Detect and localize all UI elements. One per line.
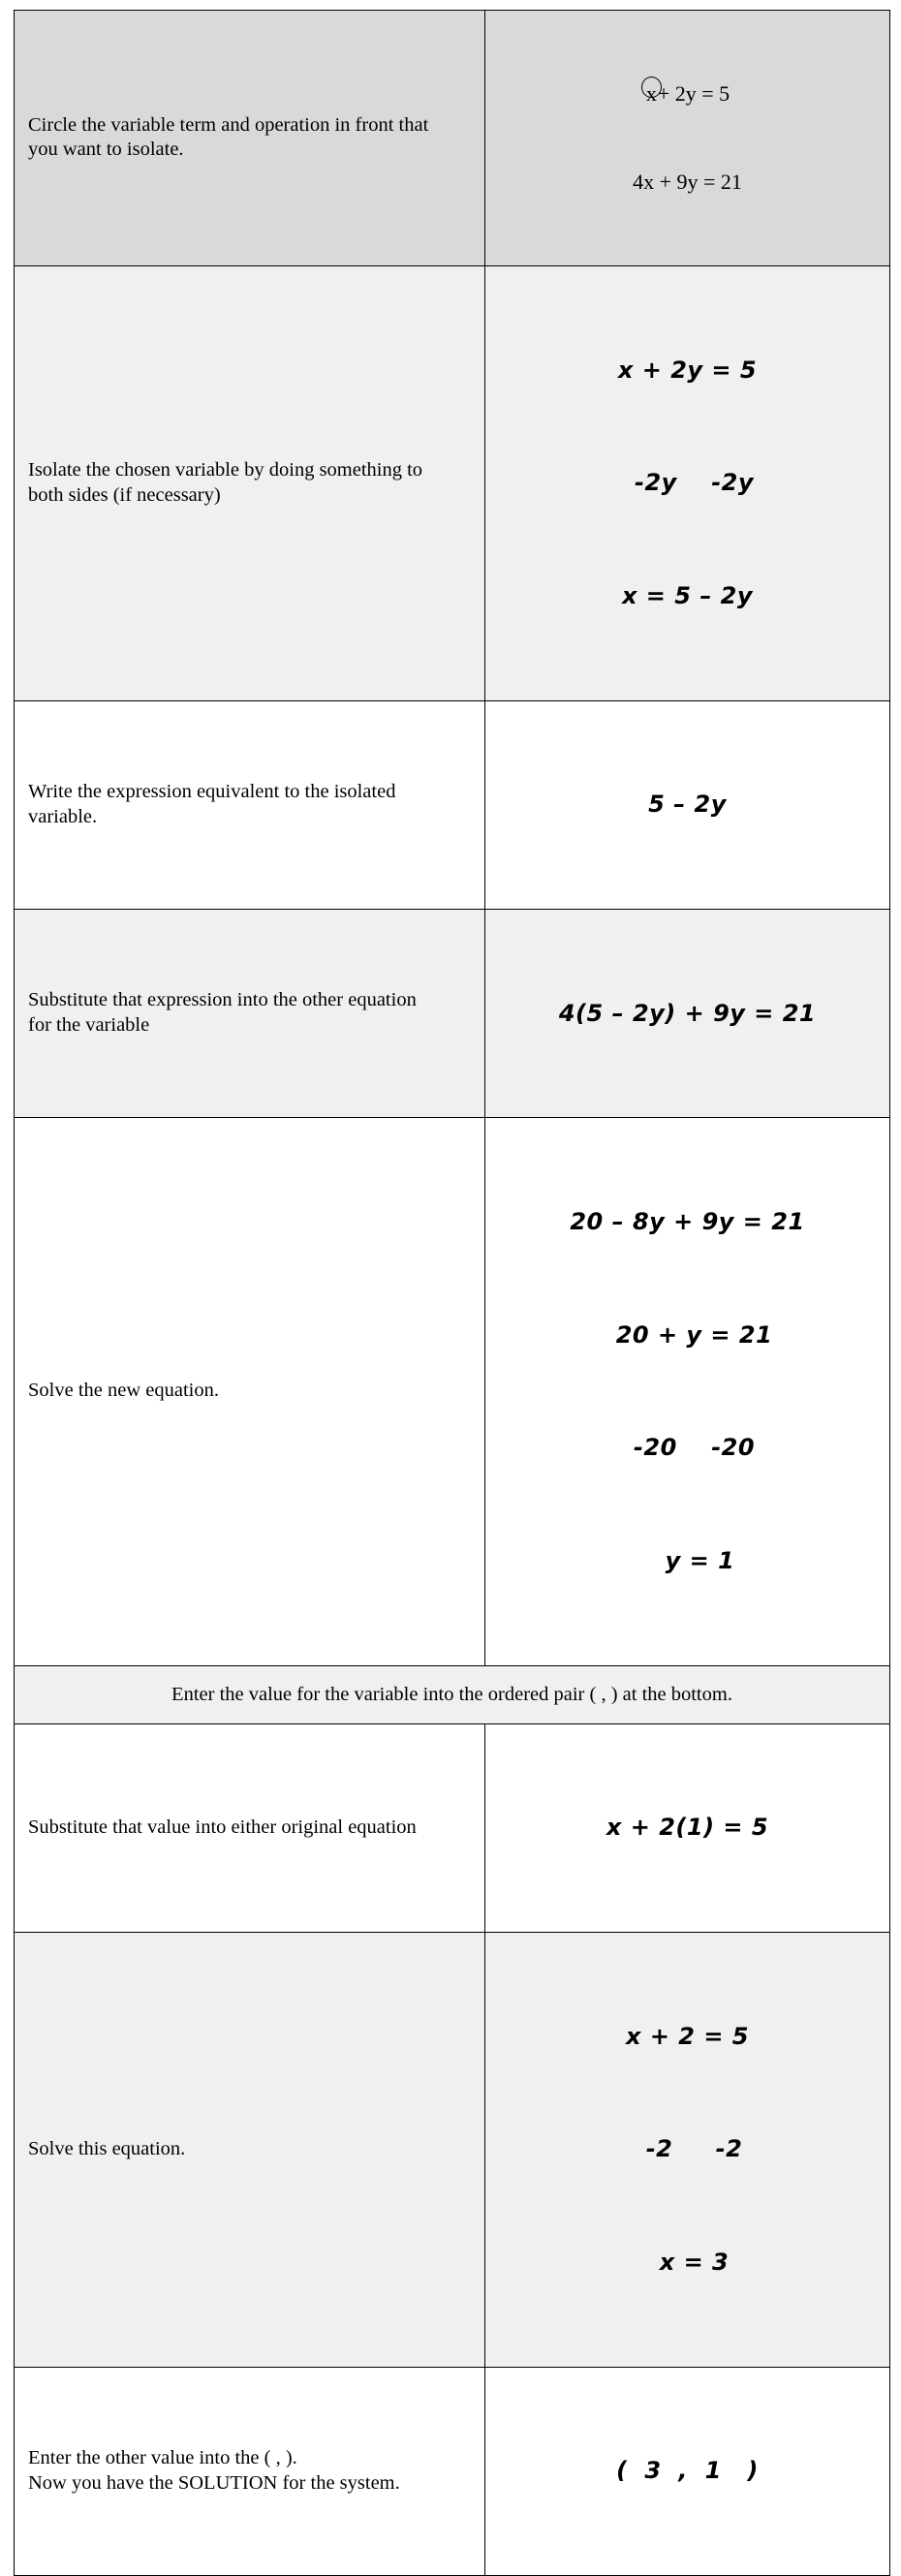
work-line: ( 3 , 1 ) xyxy=(616,2457,759,2485)
banner-text: Enter the value for the variable into the ordered pair ( , ) at the bottom. xyxy=(15,1666,889,1723)
prompt-text xyxy=(15,1371,484,1412)
prompt-line: variable. xyxy=(28,805,98,827)
prompt-text xyxy=(15,450,484,516)
table-row xyxy=(15,2367,890,2575)
row-work-solve-this-equation xyxy=(485,1932,890,2367)
work-handwritten xyxy=(485,2368,889,2575)
work-handwritten xyxy=(485,1724,889,1932)
work-line-remainder: + 2y = 5 xyxy=(657,80,730,106)
prompt-line: Solve the new equation. xyxy=(28,1380,219,1402)
circled-variable-x: x xyxy=(645,79,658,109)
table-row xyxy=(15,1932,890,2367)
prompt-text xyxy=(15,1808,484,1848)
row-prompt-substitute-value xyxy=(15,1723,485,1932)
table-row xyxy=(15,1665,890,1723)
substitution-steps-table xyxy=(14,10,890,2576)
row-prompt-circle-variable xyxy=(15,11,485,266)
row-work-write-expression xyxy=(485,700,890,909)
table-row xyxy=(15,265,890,700)
prompt-line: both sides (if necessary) xyxy=(28,483,221,506)
work-line xyxy=(493,79,882,109)
row-prompt-substitute-expression xyxy=(15,909,485,1117)
work-line: 20 – 8y + 9y = 21 xyxy=(570,1208,805,1235)
prompt-line: Enter the other value into the ( , ). xyxy=(28,2446,297,2468)
row-prompt-enter-other-value xyxy=(15,2367,485,2575)
table-row xyxy=(15,11,890,266)
row-prompt-write-expression xyxy=(15,700,485,909)
prompt-text xyxy=(15,772,484,838)
work-handwritten xyxy=(485,266,889,700)
work-line: x + 2 = 5 xyxy=(625,2022,750,2050)
work-line: 4x + 9y = 21 xyxy=(633,169,742,194)
work-handwritten xyxy=(485,1118,889,1664)
row-work-isolate-variable xyxy=(485,265,890,700)
row-enter-value-banner xyxy=(15,1665,890,1723)
work-line: -2y -2y xyxy=(634,469,755,497)
work-handwritten xyxy=(485,1933,889,2367)
prompt-line: Substitute that expression into the other equation xyxy=(28,989,417,1011)
work-line: x = 3 xyxy=(659,2248,730,2276)
work-line: -20 -20 xyxy=(633,1434,756,1462)
prompt-line: Isolate the chosen variable by doing something to xyxy=(28,458,423,481)
work-handwritten xyxy=(485,910,889,1117)
work-line: y = 1 xyxy=(665,1546,735,1574)
row-work-solve-new-equation xyxy=(485,1118,890,1665)
prompt-line: Substitute that value into either original equation xyxy=(28,1816,417,1838)
table-row xyxy=(15,700,890,909)
prompt-line: Solve this equation. xyxy=(28,2137,186,2159)
prompt-line: for the variable xyxy=(28,1014,150,1037)
row-prompt-isolate-variable xyxy=(15,265,485,700)
prompt-text xyxy=(15,106,484,171)
work-line: x + 2y = 5 xyxy=(617,356,758,384)
table-row xyxy=(15,1118,890,1665)
prompt-text xyxy=(15,2129,484,2170)
prompt-line: you want to isolate. xyxy=(28,139,184,161)
prompt-text xyxy=(15,980,484,1046)
work-line: x + 2(1) = 5 xyxy=(606,1814,769,1842)
table-row xyxy=(15,1723,890,1932)
row-work-substitute-expression xyxy=(485,909,890,1117)
table-row xyxy=(15,909,890,1117)
row-work-solution-ordered-pair xyxy=(485,2367,890,2575)
work-line: x = 5 – 2y xyxy=(621,581,754,609)
work-line: 20 + y = 21 xyxy=(615,1320,773,1349)
work-line: -2 -2 xyxy=(645,2135,743,2163)
work-typed-equations xyxy=(485,11,889,265)
work-line: 4(5 – 2y) + 9y = 21 xyxy=(558,999,817,1027)
work-handwritten xyxy=(485,701,889,909)
work-line: 5 – 2y xyxy=(648,791,727,819)
row-prompt-solve-this-equation xyxy=(15,1932,485,2367)
row-work-circle-variable xyxy=(485,11,890,266)
row-work-substitute-value xyxy=(485,1723,890,1932)
row-prompt-solve-new-equation xyxy=(15,1118,485,1665)
prompt-line: Now you have the SOLUTION for the system. xyxy=(28,2471,400,2494)
prompt-text xyxy=(15,2438,484,2504)
prompt-line: Circle the variable term and operation in front that xyxy=(28,113,429,136)
prompt-line: Write the expression equivalent to the isolated xyxy=(28,780,396,802)
